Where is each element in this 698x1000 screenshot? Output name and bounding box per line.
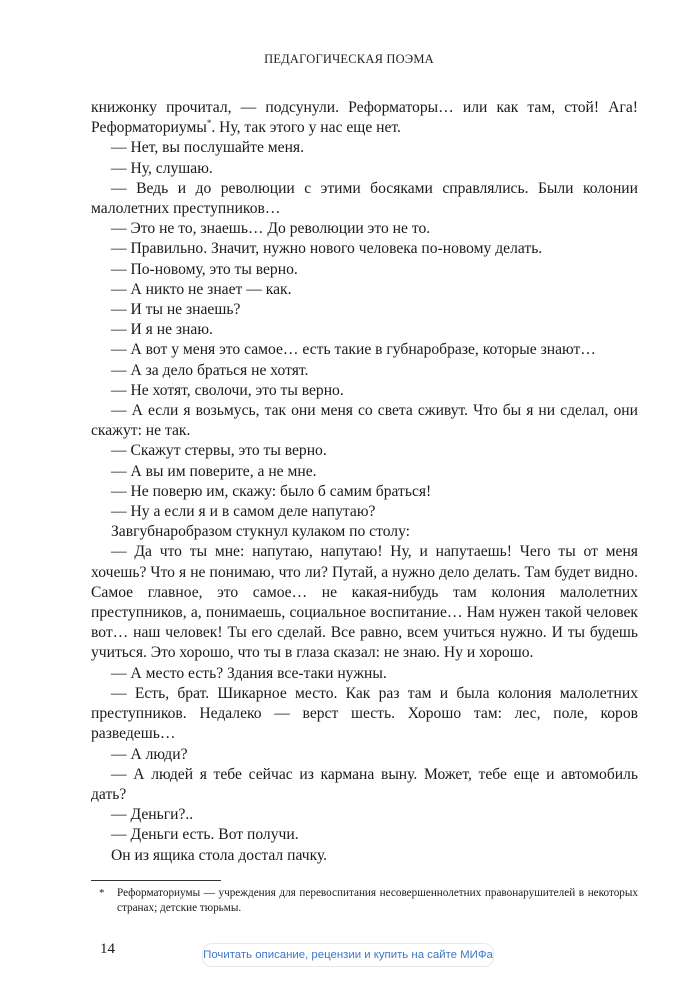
footnote-mark: *	[206, 118, 212, 129]
paragraph	[91, 98, 638, 138]
paragraph: — И я не знаю.	[111, 321, 213, 339]
paragraph: — Ведь и до революции с этими босяками справлялись. Были колонии малолетних преступников…	[91, 179, 638, 218]
footnote-divider	[91, 880, 221, 881]
footnote-text: Реформаториумы — учреждения для перевоспитания несовершеннолетних правонарушителей в некоторых странах; детские тюрьмы.	[117, 887, 638, 914]
paragraph: — А вот у меня это самое… есть такие в губнаробразе, которые знают…	[111, 341, 596, 359]
paragraph: — По-новому, это ты верно.	[111, 260, 298, 278]
paragraph: Завгубнаробразом стукнул кулаком по столу:	[111, 523, 410, 541]
paragraph: — А люди?	[111, 745, 188, 763]
paragraph: — Нет, вы послушайте меня.	[111, 139, 304, 157]
paragraph: — Деньги есть. Вот получи.	[111, 826, 299, 844]
paragraph: — А никто не знает — как.	[111, 280, 292, 298]
footnote-marker: *	[99, 887, 105, 899]
body-text	[91, 98, 638, 866]
paragraph: — Деньги?..	[111, 806, 194, 824]
promo-link[interactable]: Почитать описание, рецензии и купить на сайте МИФа	[202, 943, 494, 967]
paragraph: — А вы им поверите, а не мне.	[111, 462, 317, 480]
paragraph-text-continued: . Ну, так этого у нас еще нет.	[211, 119, 401, 137]
paragraph: — Не хотят, сволочи, это ты верно.	[111, 381, 344, 399]
paragraph: — И ты не знаешь?	[111, 301, 241, 319]
running-head: ПЕДАГОГИЧЕСКАЯ ПОЭМА	[264, 52, 434, 66]
paragraph: — Не поверю им, скажу: было б самим браться!	[111, 482, 432, 500]
paragraph: — Есть, брат. Шикарное место. Как раз там и была колония малолетних преступников. Недалеко — верст шесть. Хорошо там: лес, поле, коров разведешь…	[91, 684, 638, 743]
paragraph: — Это не то, знаешь… До революции это не то.	[111, 220, 431, 238]
paragraph: — А если я возьмусь, так они меня со света сживут. Что бы я ни сделал, они скажут: не так.	[91, 402, 638, 440]
page-number: 14	[100, 941, 115, 957]
paragraph: — А людей я тебе сейчас из кармана выну. Может, тебе еще и автомобиль дать?	[91, 765, 638, 803]
paragraph-text: книжонку прочитал, — подсунули. Реформаторы… или как там, стой! Ага! Реформаториумы	[91, 99, 638, 137]
paragraph: Он из ящика стола достал пачку.	[111, 846, 328, 864]
paragraph: — Ну а если я и в самом деле напутаю?	[111, 503, 376, 521]
paragraph: — Ну, слушаю.	[111, 159, 213, 177]
paragraph: — Скажут стервы, это ты верно.	[111, 442, 327, 460]
paragraph: — Правильно. Значит, нужно нового человека по-новому делать.	[111, 240, 543, 258]
footnote	[91, 886, 638, 916]
paragraph: — А за дело браться не хотят.	[111, 361, 309, 379]
paragraph: — А место есть? Здания все-таки нужны.	[111, 664, 387, 682]
paragraph: — Да что ты мне: напутаю, напутаю! Ну, и напутаешь! Чего ты от меня хочешь? Что я не понимаю, что ли? Путай, а нужно дело делать. Там будет видно. Самое главное, это самое… не какая-нибудь там колония малолетних преступников, а, понимаешь, социальное воспитание… Нам нужен такой человек вот… наш человек! Ты его сделай. Все равно, всем учиться нужно. И ты будешь учиться. Это хорошо, что ты в глаза сказал: не знаю. Ну и хорошо.	[91, 543, 638, 662]
